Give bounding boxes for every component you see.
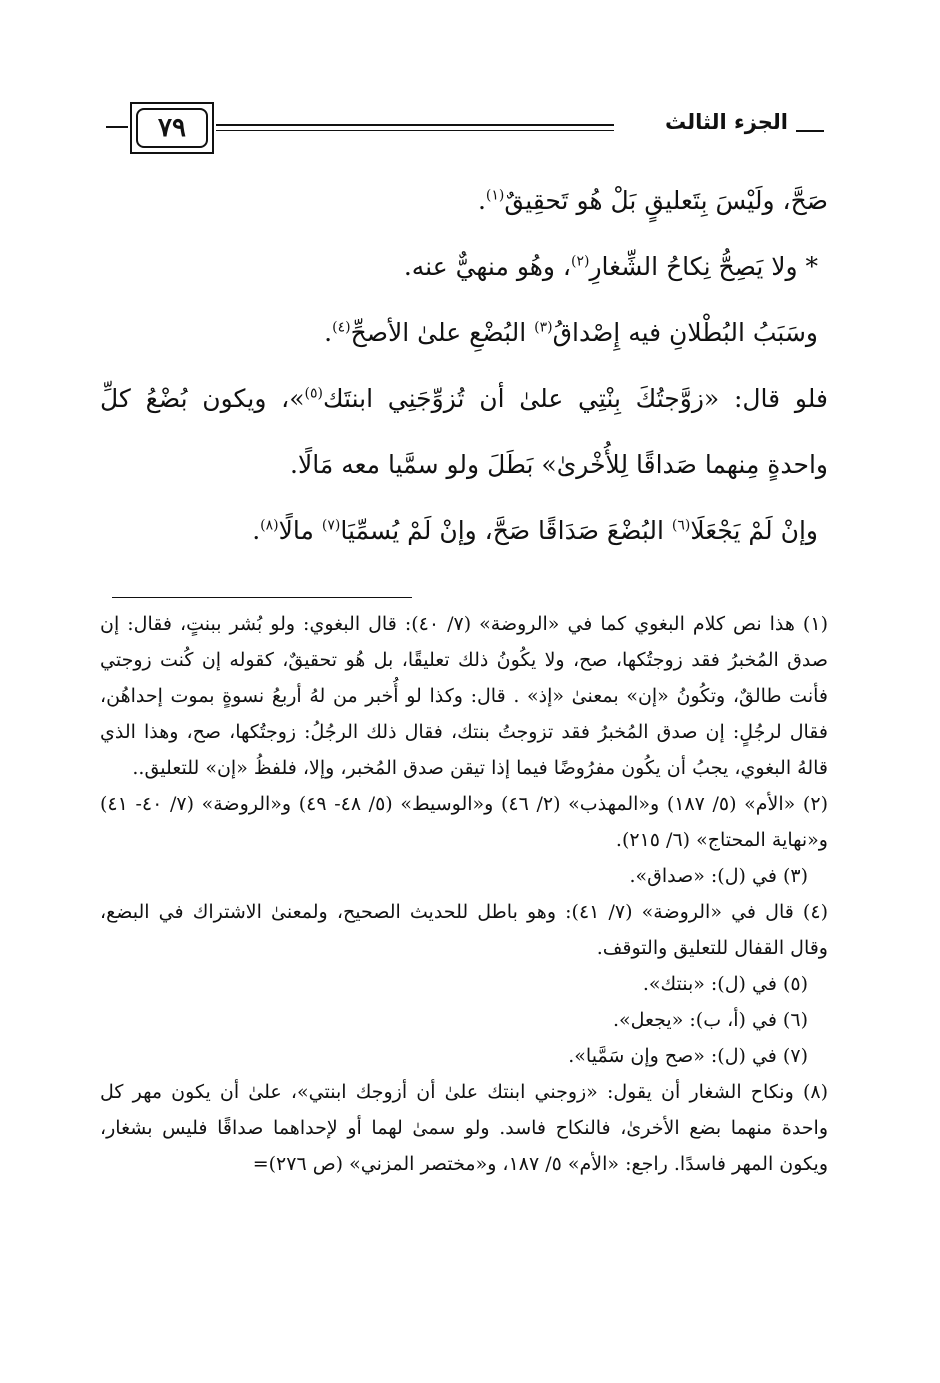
footnote-ref: (٣)	[534, 319, 553, 336]
footnote-7: (٧) في (ل): «صح وإن سَمَّيا».	[568, 1045, 808, 1067]
header-rule-right	[796, 130, 824, 132]
footnote-6: (٦) في (أ، ب): «يجعل».	[612, 1009, 808, 1031]
main-line-3: وسَبَبُ البُطْلانِ فيه إِصْداقُ$^{(٣)}$ البُضْعِ علىٰ الأصحِّ$^{(٤)}$.	[324, 318, 818, 347]
header-rule-middle-thin	[216, 130, 614, 131]
footnote-ref: (٧)	[321, 517, 341, 534]
footnote-ref: (٦)	[671, 517, 691, 534]
footnote-2: (٢) «الأم» (٥/ ١٨٧) و«المهذب» (٢/ ٤٦) و«الوسيط» (٥/ ٤٨- ٤٩) و«الروضة» (٧/ ٤٠- ٤١) و«نهاية المحتاج» (٦/ ٢١٥).	[100, 793, 828, 851]
footnote-1: (١) هذا نص كلام البغوي كما في «الروضة» (٧/ ٤٠): قال البغوي: ولو بُشر ببنتٍ، فقال: إن صدق المُخبرُ فقد زوجتُكها، صح، ولا يكُونُ ذلك تعليقًا، بل هُو تحقيقٌ، كقوله إن كُنت زوجتي فأنت طالقٌ، وتكُونُ «إن» بمعنىٰ «إذ» . قال: وكذا لو أُخبر من لهُ أربعُ نسوةٍ بموت إحداهُن، فقال لرجُلٍ: إن صدق المُخبرُ فقد تزوجتُ بنتك، فقال ذلك الرجُلُ: زوجتُكها، صح، وهذا الذي قالهُ البغوي، يجبُ أن يكُون مفرُوضًا فيما إذا تيقن صدق المُخبر، وإلا، فلفظُ «إن» للتعليق..	[100, 613, 828, 779]
header-rule-left	[106, 126, 128, 128]
footnote-separator	[112, 597, 412, 598]
footnote-ref: (٨)	[260, 517, 279, 534]
main-line-2: * ولا يَصِحُّ نِكاحُ الشِّغارِ$^{(٢)}$، وهُو منهيٌّ عنه.	[403, 252, 818, 281]
footnote-ref: (٢)	[571, 253, 590, 270]
main-paragraph-4: فلو قال: «زوَّجتُكَ بِنْتِي علىٰ أن تُزوِّجَنِي ابنتَك$^{(٥)}$»، ويكون بُضْعُ كلِّ واحدةٍ مِنهما صَداقًا لِلأُخْرىٰ» بَطَلَ ولو سمَّيا معه مَالًا.	[100, 384, 828, 479]
footnote-3: (٣) في (ل): «صداق».	[629, 865, 808, 887]
main-text	[100, 168, 828, 564]
footnote-ref: (٤)	[332, 319, 351, 336]
footnote-ref: (١)	[485, 187, 505, 204]
footnote-8: (٨) ونكاح الشغار أن يقول: «زوجني ابنتك علىٰ أن أزوجك ابنتي»، علىٰ أن يكون مهر كل واحدة منهما بضع الأخرىٰ، فالنكاح فاسد. ولو سمىٰ لهما أو لإحداهما صداقًا فليس بشغار، ويكون المهر فاسدًا. راجع: «الأم» ٥/ ١٨٧، و«مختصر المزني» (ص ٢٧٦)=	[100, 1081, 828, 1175]
page-header	[100, 100, 828, 160]
footnote-4: (٤) قال في «الروضة» (٧/ ٤١): وهو باطل للحديث الصحيح، ولمعنىٰ الاشتراك في البضع، وقال القفال للتعليق والتوقف.	[100, 901, 828, 959]
footnotes	[100, 606, 828, 1182]
header-rule-middle	[216, 124, 614, 126]
footnote-ref: (٥)	[304, 385, 323, 402]
main-line-1: صَحَّ، ولَيْسَ بِتَعليقٍ بَلْ هُو تَحقِيقٌ$^{(١)}$.	[477, 186, 828, 215]
page-number-frame	[130, 102, 214, 154]
footnote-5: (٥) في (ل): «بنتك».	[642, 973, 808, 995]
running-title: الجزء الثالث	[665, 110, 788, 134]
main-line-5: وإنْ لَمْ يَجْعَلَا$^{(٦)}$ البُضْعَ صَدَاقًا صَحَّ، وإنْ لَمْ يُسمِّيَا$^{(٧)}$ مالًا$^{(٨)}$.	[252, 516, 818, 545]
page-number: ٧٩	[136, 108, 208, 148]
